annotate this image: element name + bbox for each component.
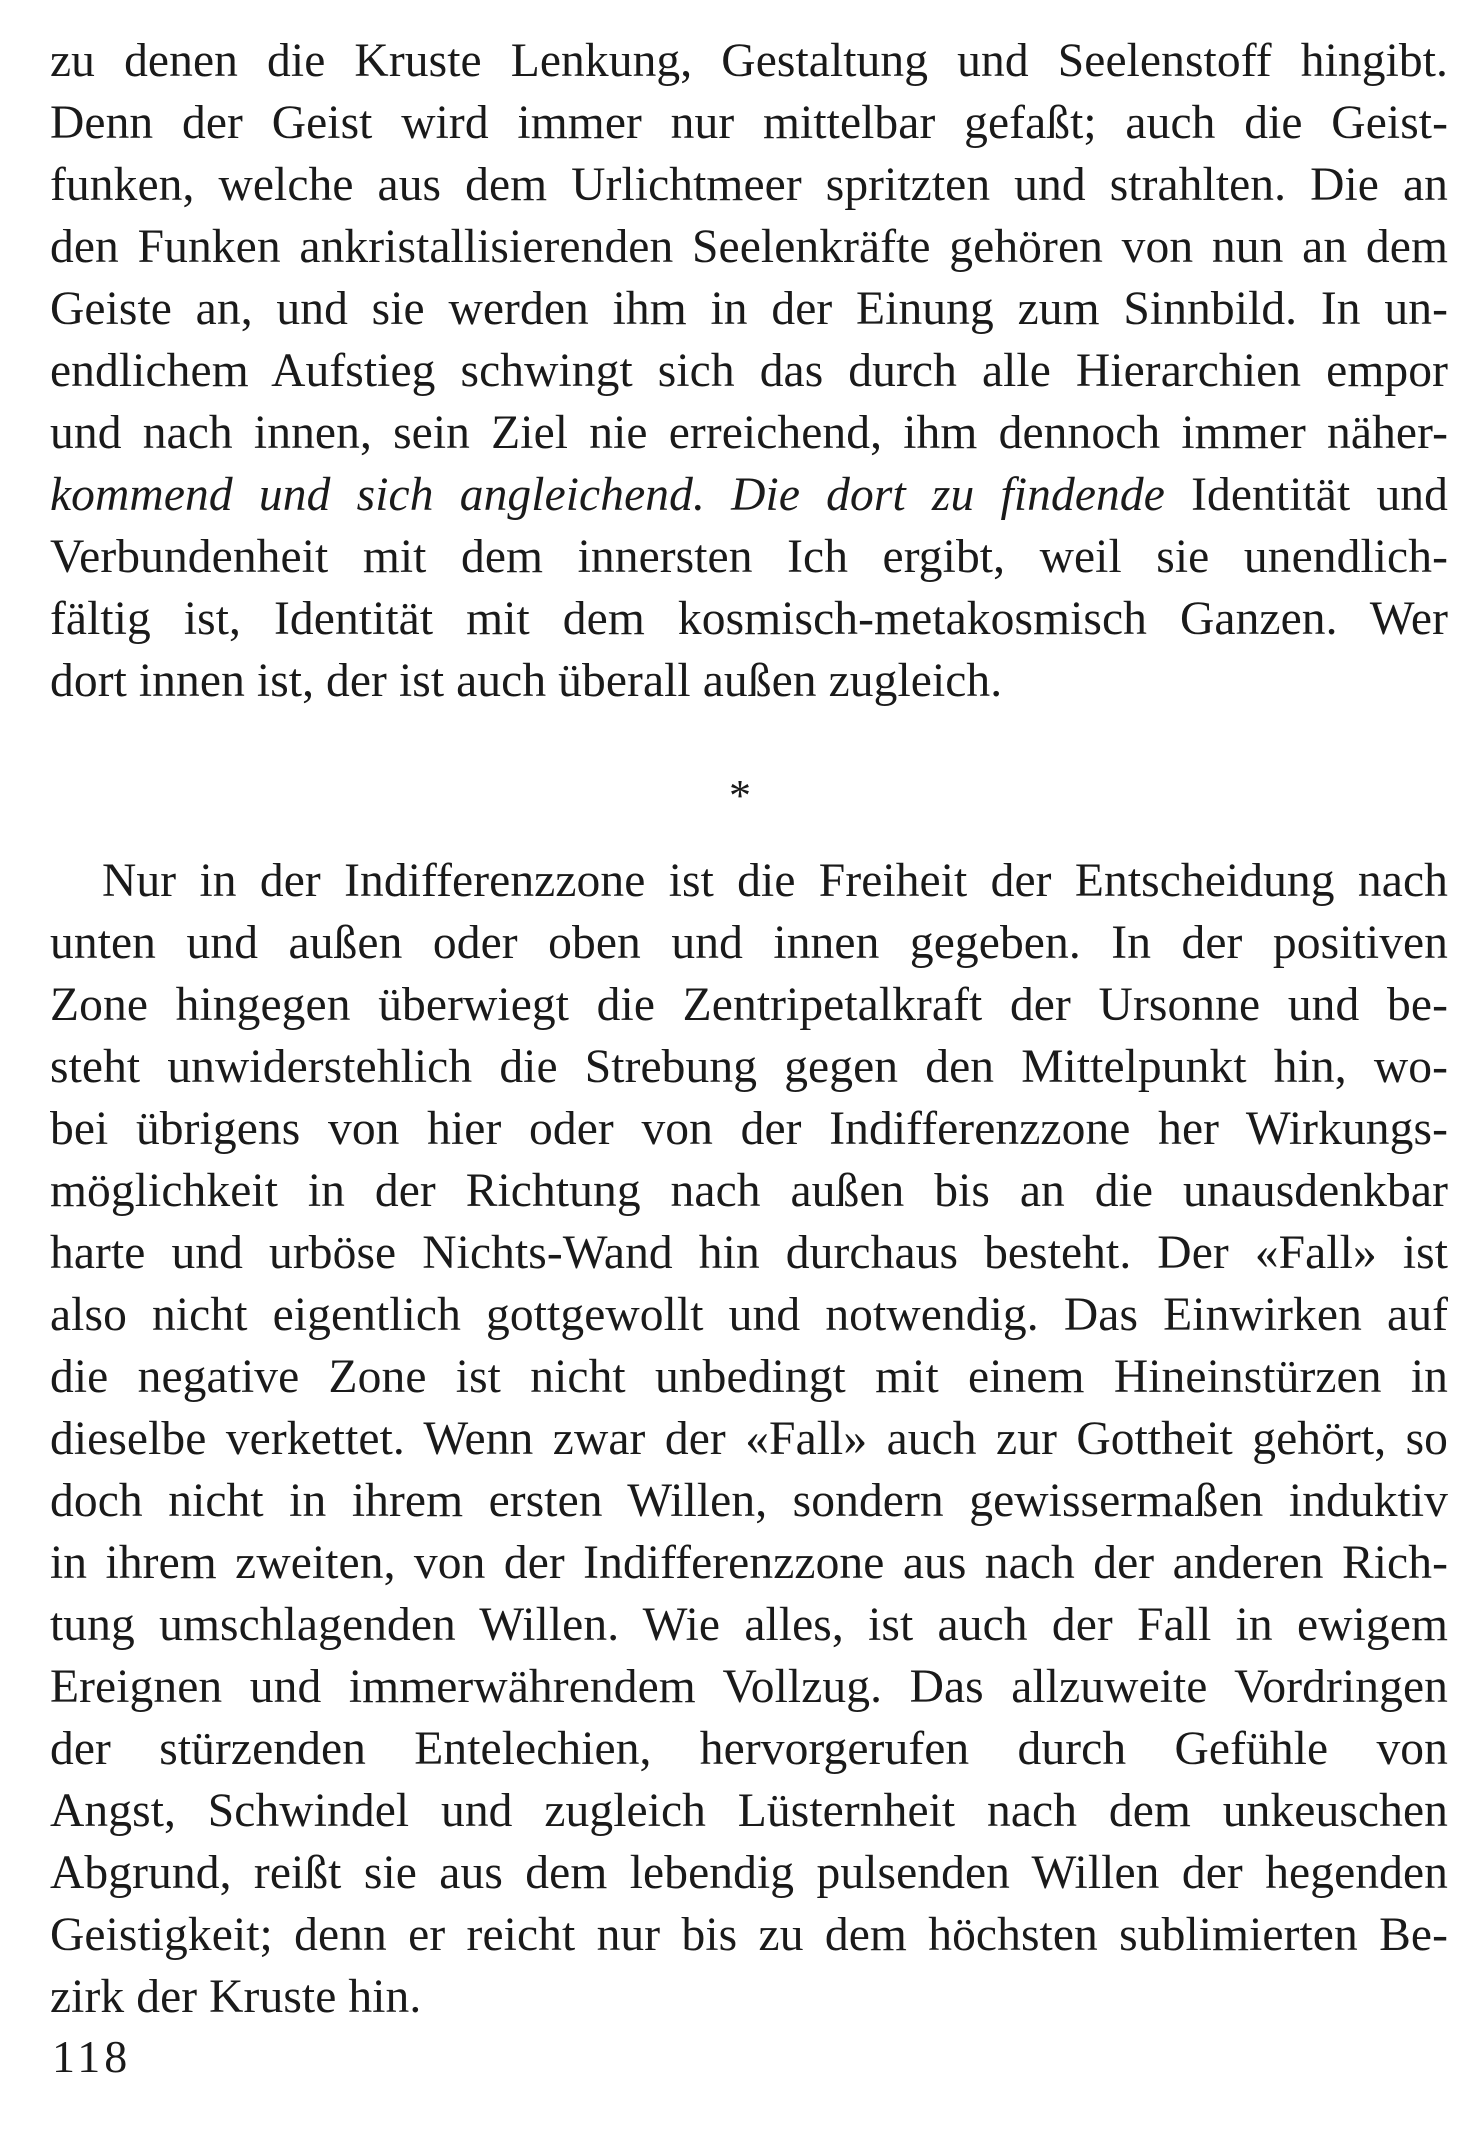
page-number: 118 — [52, 2031, 132, 2082]
text-line: Geiste an, und sie werden ihm in der Einung zum Sinnbild. In un- — [50, 283, 1448, 335]
text-line: dort innen ist, der ist auch überall außen zugleich. — [50, 655, 1003, 707]
text-line: Angst, Schwindel und zugleich Lüsternheit nach dem unkeuschen — [50, 1785, 1448, 1837]
text-line: die negative Zone ist nicht unbedingt mit einem Hineinstürzen in — [50, 1351, 1448, 1403]
text-line: also nicht eigentlich gottgewollt und notwendig. Das Einwirken auf — [50, 1289, 1448, 1341]
text-line: den Funken ankristallisierenden Seelenkräfte gehören von nun an dem — [50, 221, 1448, 273]
text-line: fältig ist, Identität mit dem kosmisch-metakosmisch Ganzen. Wer — [50, 593, 1448, 645]
text-line: Denn der Geist wird immer nur mittelbar gefaßt; auch die Geist- — [50, 97, 1448, 149]
paragraph-1 — [50, 30, 1448, 712]
text-line: und nach innen, sein Ziel nie erreichend, ihm dennoch immer näher- — [50, 407, 1448, 459]
text-line — [50, 464, 1448, 526]
text-line: Abgrund, reißt sie aus dem lebendig pulsenden Willen der hegenden — [50, 1847, 1448, 1899]
text-line: steht unwiderstehlich die Strebung gegen den Mittelpunkt hin, wo- — [50, 1041, 1448, 1093]
text-line: bei übrigens von hier oder von der Indifferenzzone her Wirkungs- — [50, 1103, 1448, 1155]
paragraph-2 — [50, 850, 1448, 2028]
text-line: möglichkeit in der Richtung nach außen bis an die unausdenkbar — [50, 1165, 1448, 1217]
text-fragment: Identität und — [1164, 469, 1448, 521]
text-line: Verbundenheit mit dem innersten Ich ergibt, weil sie unendlich- — [50, 531, 1448, 583]
text-line: Zone hingegen überwiegt die Zentripetalkraft der Ursonne und be- — [50, 979, 1448, 1031]
text-line: zu denen die Kruste Lenkung, Gestaltung und Seelenstoff hingibt. — [50, 35, 1448, 87]
text-line: dieselbe verkettet. Wenn zwar der «Fall» auch zur Gottheit gehört, so — [50, 1413, 1448, 1465]
text-line: endlichem Aufstieg schwingt sich das durch alle Hierarchien empor — [50, 345, 1448, 397]
text-line: doch nicht in ihrem ersten Willen, sondern gewissermaßen induktiv — [50, 1475, 1448, 1527]
text-line: harte und urböse Nichts-Wand hin durchaus besteht. Der «Fall» ist — [50, 1227, 1448, 1279]
text-line: funken, welche aus dem Urlichtmeer spritzten und strahlten. Die an — [50, 159, 1448, 211]
text-line: Geistigkeit; denn er reicht nur bis zu dem höchsten sublimierten Be- — [50, 1909, 1448, 1961]
text-line: Nur in der Indifferenzzone ist die Freiheit der Entscheidung nach — [102, 855, 1448, 907]
text-line: in ihrem zweiten, von der Indifferenzzone aus nach der anderen Rich- — [50, 1537, 1448, 1589]
text-line: Ereignen und immerwährendem Vollzug. Das allzuweite Vordringen — [50, 1661, 1448, 1713]
section-separator: * — [729, 771, 751, 820]
text-line: unten und außen oder oben und innen gegeben. In der positiven — [50, 917, 1448, 969]
text-line: der stürzenden Entelechien, hervorgerufen durch Gefühle von — [50, 1723, 1448, 1775]
text-line: zirk der Kruste hin. — [50, 1971, 422, 2023]
italic-text: kommend und sich angleichend. Die dort zu findende — [50, 469, 1165, 521]
text-line: tung umschlagenden Willen. Wie alles, ist auch der Fall in ewigem — [50, 1599, 1448, 1651]
